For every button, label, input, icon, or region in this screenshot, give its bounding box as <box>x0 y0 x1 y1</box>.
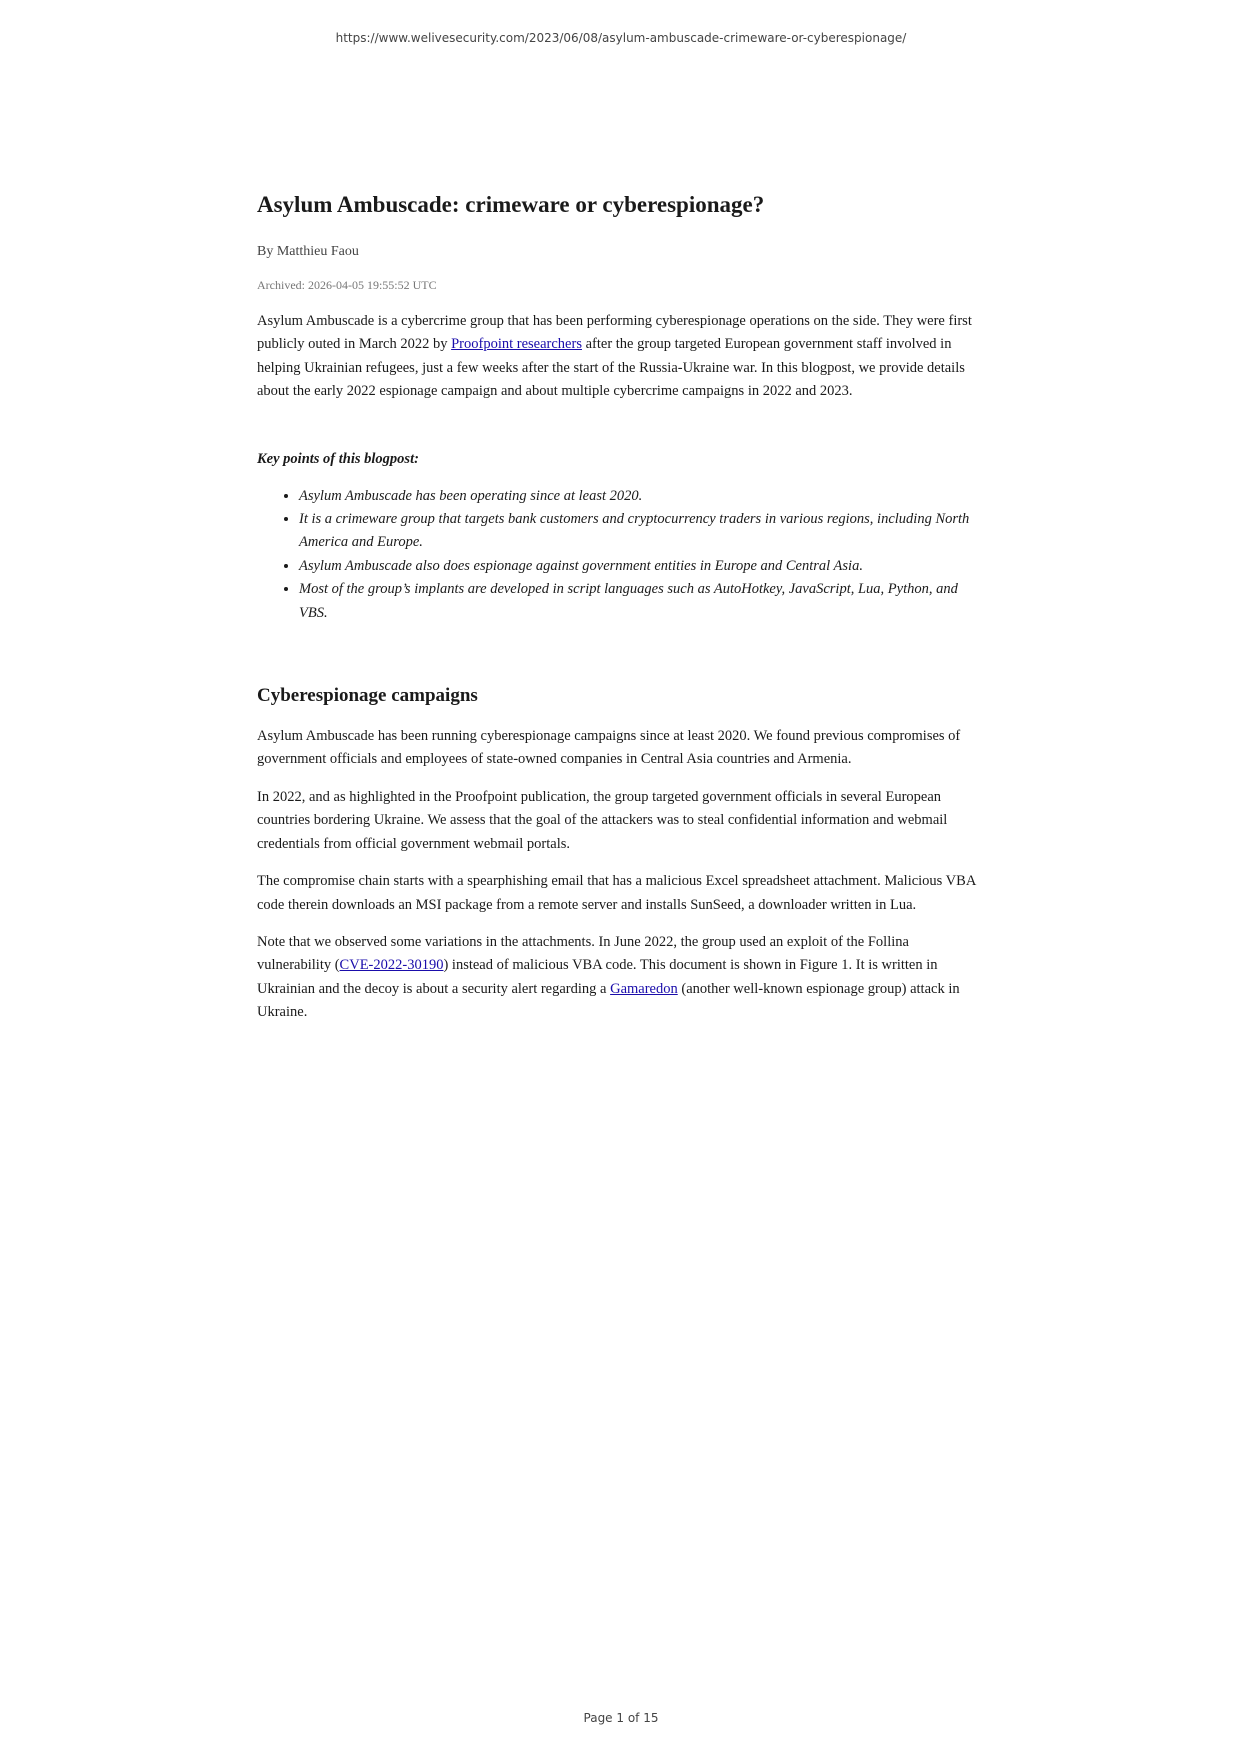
page-url: https://www.welivesecurity.com/2023/06/08/asylum-ambuscade-crimeware-or-cyberespionage/ <box>335 31 907 45</box>
follina-text-1: Note that we observed some variations in the attachments. In June 2022, the group used an exploit of the Follina vulnerability ( <box>257 933 909 974</box>
section-title: Cyberespionage campaigns <box>257 685 478 707</box>
follina-text-3: (another well-known espionage group) attack in Ukraine. <box>257 980 960 1021</box>
archived-timestamp: Archived: 2026-04-05 19:55:52 UTC <box>257 278 437 292</box>
key-point-item: • Most of the group’s implants are developed in script languages such as AutoHotkey, JavaScript, Lua, Python, and VBS. <box>299 578 985 625</box>
body-paragraph: The compromise chain starts with a spearphishing email that has a malicious Excel spreadsheet attachment. Malicious VBA code therein downloads an MSI package from a remote server and installs SunSeed, a downloader written in Lua. <box>257 873 976 913</box>
key-point-item: • Asylum Ambuscade has been operating since at least 2020. <box>299 485 985 508</box>
intro-paragraph <box>257 310 985 404</box>
proofpoint-researchers-link[interactable]: Proofpoint researchers <box>451 336 582 353</box>
intro-text-2: after the group targeted European government staff involved in helping Ukrainian refugees, just a few weeks after the start of the Russia-Ukraine war. In this blogpost, we provide details about the early 2022 espionage campaign and about multiple cybercrime campaigns in 2022 and 2023. <box>257 336 965 400</box>
key-points-title: Key points of this blogpost: <box>257 450 419 467</box>
body-paragraph: Asylum Ambuscade has been running cyberespionage campaigns since at least 2020. We found previous compromises of government officials and employees of state-owned companies in Central Asia countries and Armenia. <box>257 728 961 768</box>
page-number: Page 1 of 15 <box>583 1711 659 1725</box>
cve-link[interactable]: CVE-2022-30190 <box>339 957 444 974</box>
follina-text-2: ) instead of malicious VBA code. This document is shown in Figure 1. It is written in Ukrainian and the decoy is about a security alert regarding a <box>257 957 938 997</box>
key-point-item: • Asylum Ambuscade also does espionage against government entities in Europe and Central Asia. <box>299 555 985 578</box>
body-paragraph: In 2022, and as highlighted in the Proofpoint publication, the group targeted government officials in several European countries bordering Ukraine. We assess that the goal of the attackers was to steal confidential information and webmail credentials from official government webmail portals. <box>257 788 948 852</box>
key-point-item: • It is a crimeware group that targets bank customers and cryptocurrency traders in various regions, including North America and Europe. <box>299 508 985 555</box>
follina-paragraph <box>257 931 985 1025</box>
key-points-list <box>257 485 985 625</box>
article-title: Asylum Ambuscade: crimeware or cyberespionage? <box>257 192 765 217</box>
intro-text-1: Asylum Ambuscade is a cybercrime group that has been performing cyberespionage operations on the side. They were first publicly outed in March 2022 by <box>257 313 972 353</box>
article-byline: By Matthieu Faou <box>257 244 359 259</box>
article <box>257 190 985 1039</box>
gamaredon-link[interactable]: Gamaredon <box>610 980 678 997</box>
